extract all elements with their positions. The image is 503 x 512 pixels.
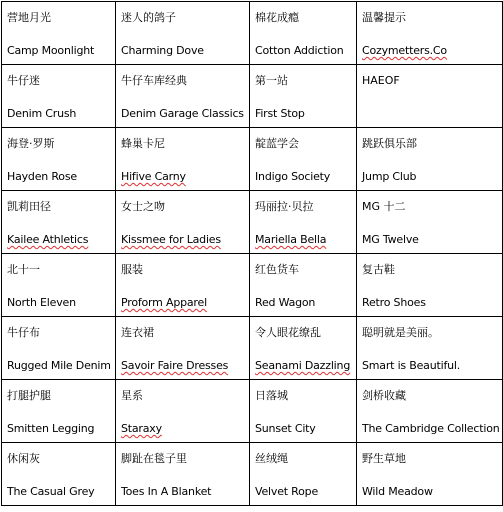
- chinese-name: 迷人的鸽子: [121, 11, 176, 24]
- english-name: The Cambridge Collection: [362, 422, 500, 435]
- chinese-name: 打腿护腿: [7, 389, 51, 402]
- table-cell: [116, 65, 250, 128]
- table-cell: [2, 65, 116, 128]
- english-name: First Stop: [255, 107, 305, 120]
- chinese-name: 温馨提示: [362, 11, 406, 24]
- chinese-name: HAEOF: [362, 74, 400, 87]
- chinese-name: 营地月光: [7, 11, 51, 24]
- table-cell: [250, 191, 357, 254]
- english-name: Kailee Athletics: [7, 233, 89, 246]
- chinese-name: 北十一: [7, 263, 40, 276]
- table-cell: [250, 443, 357, 506]
- chinese-name: 日落城: [255, 389, 288, 402]
- chinese-name: 休闲灰: [7, 452, 40, 465]
- chinese-name: 第一站: [255, 74, 288, 87]
- chinese-name: 玛丽拉·贝拉: [255, 200, 314, 213]
- english-name: Camp Moonlight: [7, 44, 95, 57]
- english-name: Cozymetters.Co: [362, 44, 447, 57]
- chinese-name: 海登·罗斯: [7, 137, 55, 150]
- chinese-name: 蜂巢卡尼: [121, 137, 165, 150]
- table-cell: [2, 191, 116, 254]
- chinese-name: 星系: [121, 389, 143, 402]
- table-cell: [250, 65, 357, 128]
- brand-names-table: [1, 1, 503, 506]
- english-name: Denim Garage Classics: [121, 107, 244, 120]
- chinese-name: 野生草地: [362, 452, 406, 465]
- english-name: Hifive Carny: [121, 170, 186, 183]
- table-cell: [357, 191, 503, 254]
- table-cell: [357, 317, 503, 380]
- table-cell: [357, 254, 503, 317]
- chinese-name: 令人眼花缭乱: [255, 326, 321, 339]
- table-row: [2, 317, 503, 380]
- table-row: [2, 191, 503, 254]
- english-name: Wild Meadow: [362, 485, 433, 498]
- english-name: The Casual Grey: [7, 485, 95, 498]
- table-cell: [357, 380, 503, 443]
- english-name: Mariella Bella: [255, 233, 327, 246]
- english-name: Savoir Faire Dresses: [121, 359, 229, 372]
- chinese-name: 脚趾在毯子里: [121, 452, 187, 465]
- table-row: [2, 2, 503, 65]
- chinese-name: 棉花成瘾: [255, 11, 299, 24]
- table-cell: [116, 191, 250, 254]
- chinese-name: 复古鞋: [362, 263, 395, 276]
- table-cell: [116, 443, 250, 506]
- english-name: Proform Apparel: [121, 296, 207, 309]
- table-cell: [116, 317, 250, 380]
- english-name: Charming Dove: [121, 44, 204, 57]
- table-cell: [2, 254, 116, 317]
- chinese-name: 靛蓝学会: [255, 137, 299, 150]
- table-cell: [2, 443, 116, 506]
- table-cell: [116, 2, 250, 65]
- chinese-name: 牛仔布: [7, 326, 40, 339]
- chinese-name: 牛仔迷: [7, 74, 40, 87]
- table-row: [2, 128, 503, 191]
- english-name: Velvet Rope: [255, 485, 319, 498]
- table-row: [2, 380, 503, 443]
- chinese-name: 红色货车: [255, 263, 299, 276]
- table-row: [2, 254, 503, 317]
- chinese-name: 连衣裙: [121, 326, 154, 339]
- table-cell: [357, 443, 503, 506]
- table-cell: [250, 254, 357, 317]
- table-row: [2, 443, 503, 506]
- chinese-name: 聪明就是美丽。: [362, 326, 439, 339]
- english-name: Sunset City: [255, 422, 316, 435]
- chinese-name: 丝绒绳: [255, 452, 288, 465]
- english-name: Staraxy: [121, 422, 162, 435]
- english-name: Indigo Society: [255, 170, 331, 183]
- english-name: Cotton Addiction: [255, 44, 344, 57]
- table-cell: [250, 380, 357, 443]
- english-name: Smart is Beautiful.: [362, 359, 461, 372]
- table-cell: [2, 380, 116, 443]
- english-name: Kissmee for Ladies: [121, 233, 221, 246]
- table-cell: [357, 65, 503, 128]
- chinese-name: 剑桥收藏: [362, 389, 406, 402]
- table-cell: [116, 128, 250, 191]
- chinese-name: 凯莉田径: [7, 200, 51, 213]
- table-row: [2, 65, 503, 128]
- english-name: North Eleven: [7, 296, 76, 309]
- english-name: Denim Crush: [7, 107, 77, 120]
- table-cell: [357, 128, 503, 191]
- chinese-name: 女士之吻: [121, 200, 165, 213]
- table-cell: [250, 2, 357, 65]
- chinese-name: MG 十二: [362, 200, 406, 213]
- chinese-name: 服装: [121, 263, 143, 276]
- table-cell: [116, 380, 250, 443]
- table-cell: [250, 317, 357, 380]
- chinese-name: 跳跃俱乐部: [362, 137, 417, 150]
- chinese-name: 牛仔车库经典: [121, 74, 187, 87]
- english-name: Rugged Mile Denim: [7, 359, 111, 372]
- table-cell: [116, 254, 250, 317]
- english-name: Toes In A Blanket: [121, 485, 212, 498]
- english-name: Seanami Dazzling: [255, 359, 351, 372]
- english-name: Retro Shoes: [362, 296, 426, 309]
- table-cell: [357, 2, 503, 65]
- english-name: Smitten Legging: [7, 422, 95, 435]
- english-name: Jump Club: [362, 170, 417, 183]
- table-cell: [250, 128, 357, 191]
- table-cell: [2, 128, 116, 191]
- english-name: Hayden Rose: [7, 170, 77, 183]
- english-name: MG Twelve: [362, 233, 419, 246]
- english-name: Red Wagon: [255, 296, 316, 309]
- table-cell: [2, 317, 116, 380]
- table-cell: [2, 2, 116, 65]
